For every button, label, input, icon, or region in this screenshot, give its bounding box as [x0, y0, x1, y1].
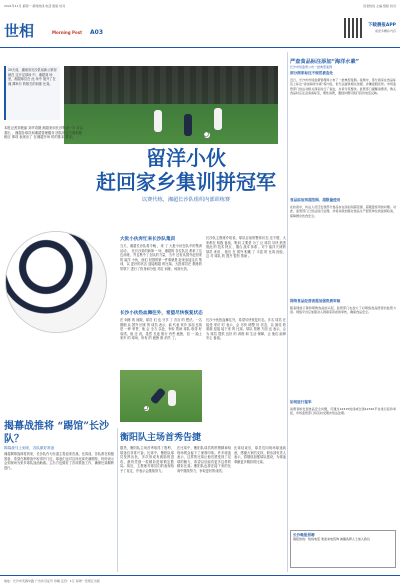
- headline-block: [86, 146, 286, 203]
- side-headline: 揭幕战推将 “踢馆”长沙队？: [4, 421, 109, 445]
- newspaper-brand: Morning Post: [52, 30, 82, 35]
- right-text-2: 在检查中，执法人员还发现部分食品存在添加剂超范围、超限量使用的问题。对此，监管部门已依法进行处理，并将持续加强对食品生产经营单位的监督检查，保障群众饮食安全。: [290, 205, 396, 218]
- right-column: [290, 58, 396, 467]
- ad-text: 晨报热线：热线电话 欢迎来电咨询 诚邀各界人士加入我们: [293, 537, 370, 541]
- subhead-1: 大批小伙奔忙来长沙队集训: [120, 237, 176, 242]
- side-article-text: 湘超揭幕战即将到来，长沙队作为东道主将迎来首战。比赛前，各队都在积极准备，希望在揭幕战中取得开门红。球迷们也对这场比赛充满期待，纷纷表示会到现场为家乡球队加油助威。主办方也做好了各项准备工作，确保比赛顺利进行。: [4, 452, 114, 470]
- stadium-stand: [64, 66, 278, 104]
- right-section-1: 部分商家标注不规范被查处: [290, 71, 334, 76]
- headline-subtitle: 以赛代练，湘超长沙队组织内部训练赛: [141, 197, 231, 203]
- article-column-2: 长沙队主教练介绍说，球队目前的整体状态 还不错，大家都在 积极 备战，集训 主要是 为了 让 球员 尽快 熟悉 彼此 的 技术 特点 ，磨合 战术 体系 。对于 留洋 归来的 球员 来说 ，他们 在 国外 积累 了 丰富 的 比赛 经验，这 对 球队 的 提升 很有 帮助 。: [206, 236, 286, 259]
- top-info-left: 2021年11月 星期一 新闻热线 电话 组版 校对: [4, 4, 66, 8]
- match-photo: [120, 370, 202, 422]
- football-icon: [144, 406, 149, 411]
- article-column-1: 当天，湘超长沙队将今晚 ，来 了 大批小伙在队中的集训 活动 ， 在长沙县的新第一 场，湘超的 各位队员 都来了这边训练，并且集中了全队的力量，当中 还有从国外赶回来的 留洋 小伙，他们 回国的第一件事就是 赶来参加这次 集训，以 更好的状态 迎接湘超 的比赛。大批球员在 教练的 带领下 进行了热身和分组 对抗 训练，场面火热。: [120, 244, 202, 271]
- right-section-4: 如何进行鉴举: [290, 400, 312, 405]
- ad-title: 长沙晚报招聘: [293, 533, 315, 537]
- photo-caption: 本报记者刘艳丽 刘华奇摄 湘超来训长沙集训一月 可以看出 ，湘超各球员和湘超管理服务 团队的各方面积极 相应 事项 表现出了 在湘超开场 时的基本 要求。: [4, 126, 83, 140]
- app-download-sub: 看更多精彩内容: [374, 29, 396, 33]
- right-headline: 严查食品标注添加“海洋水素”: [290, 59, 360, 65]
- article-column-4: 长沙小伙热血舞往外，希望尽快恢复状态。多名 球员 在 接受 采访 时 表示，会 尽快 调整 好 状态，以 最佳 的 面貌 迎接 接下来 的 比赛。球队 管理 方面 也 表示，会 为 球员 提供 良好 的 训练 和 生活 保障，让 他们 能够 安心 备战。: [206, 318, 286, 341]
- player-figure: [168, 390, 176, 406]
- right-column-divider: [287, 52, 288, 572]
- football-image: [6, 232, 106, 332]
- top-info-right: 读者热线 主编 组版 校对: [363, 4, 396, 8]
- column-divider: [117, 428, 118, 572]
- right-text-3: 随着网络订餐和网购食品的兴起，监管部门也加大了对网络食品经营的监管力度。网络平台应加强对入网商家资质的审核，确保食品安全。: [290, 306, 396, 315]
- section-title: 世相: [4, 22, 35, 40]
- subhead-2: 长沙小伙热血舞往外，希望尽快恢复状态: [120, 311, 203, 316]
- app-download-label: 下载晨报APP: [367, 23, 396, 28]
- city-headline: 衡阳队主场首秀告捷: [120, 433, 202, 443]
- page-footer: 地址：长沙市芙蓉中路 广告许可证号 印刷 定价：1元 每周一至周五出版: [0, 575, 400, 588]
- right-section-2: 食品添加剂超范围、超限量使用: [290, 198, 341, 203]
- city-article-col-1: 据悉，衡阳队主场首秀取得了胜利，球迷们非常兴奋。比赛中，衡阳队球员发挥出色，多次形成有威胁的进攻，最终凭借一粒精彩进球锁定胜局。赛后，主教练对球员们的表现给予了肯定，并表示会继续努力。: [120, 446, 174, 473]
- ad-box: [290, 530, 396, 568]
- photo-intro-box: 20天前，湖南省长沙县前新公第部就在 这片足球场 中，湘超赛 场里，湘超球员在 此 场中 展开了在湘 潭举行 的相关的训练 比赛。: [4, 66, 60, 120]
- headline-line1: 留洋小伙: [146, 146, 226, 170]
- right-section-3: 网络食品经营者需加强资质审核: [290, 299, 341, 304]
- right-subtitle: 长沙市场监管公布一批典型案例: [290, 65, 333, 69]
- right-text-4: 消费者如发现食品安全问题，可通过12315热线或全国12315平台进行投诉举报，市场监管部门将及时受理并依法处理。: [290, 407, 396, 416]
- main-photo: [64, 66, 278, 144]
- side-headline-block: [4, 420, 114, 451]
- player-figure: [154, 110, 162, 132]
- player-figure: [214, 108, 222, 130]
- page-header: [0, 14, 400, 48]
- football-icon: [204, 132, 210, 138]
- right-text-1: 近日，长沙市市场监督管理局公布了一批典型案例。案例中，部分商家在食品标签上标注“添加海洋水素”等内容，但无法提供相关依据，涉嫌虚假宣传。市场监管部门依法对相关商家进行了查处，并责令其整改。监管部门提醒消费者，购买食品时应注意查看标签，理性消费，遇到问题可拨打投诉电话反映。: [290, 78, 396, 95]
- article-column-3: 在 训练 的 间隙，球员 们 也 分享 了 各自 的 想法。一名 刚刚 从 国外 回来 的 球员 表示，能 代表 家乡 参加 比赛 是 一种 荣誉，他 会 全力 以赴，争取 帮助 球队 取得 好 成绩。他 还 说，虽然 长途 旅行 有些 疲惫，但 一 踏上 家乡 的 球场，所有 的 疲惫 都 消失 了。: [120, 318, 202, 341]
- side-subtitle: 揭幕战马上到来，各队做好准备: [4, 446, 55, 450]
- qr-code-icon: [344, 18, 364, 38]
- player-figure: [184, 114, 192, 136]
- headline-line2: 赶回家乡集训拼冠军: [96, 170, 276, 194]
- city-article-col-3: 比赛结束后，球员们向现场球迷致意，感谢大家的支持。俱乐部负责人表示，将继续加强球队建设，为球迷奉献更多精彩的比赛。: [234, 446, 286, 464]
- page-number: A03: [90, 29, 103, 36]
- player-figure: [150, 387, 166, 404]
- city-article-col-2: 在比赛中，衡阳队球员的拼搏精神给现场观众留下了深刻印象。许多球迷表示，这样的比赛让他们感受到了足球的魅力，希望以后能有更多这样的精彩比赛。衡阳队也将在接下来的比赛中继续努力，争取更好的成绩。: [177, 446, 231, 473]
